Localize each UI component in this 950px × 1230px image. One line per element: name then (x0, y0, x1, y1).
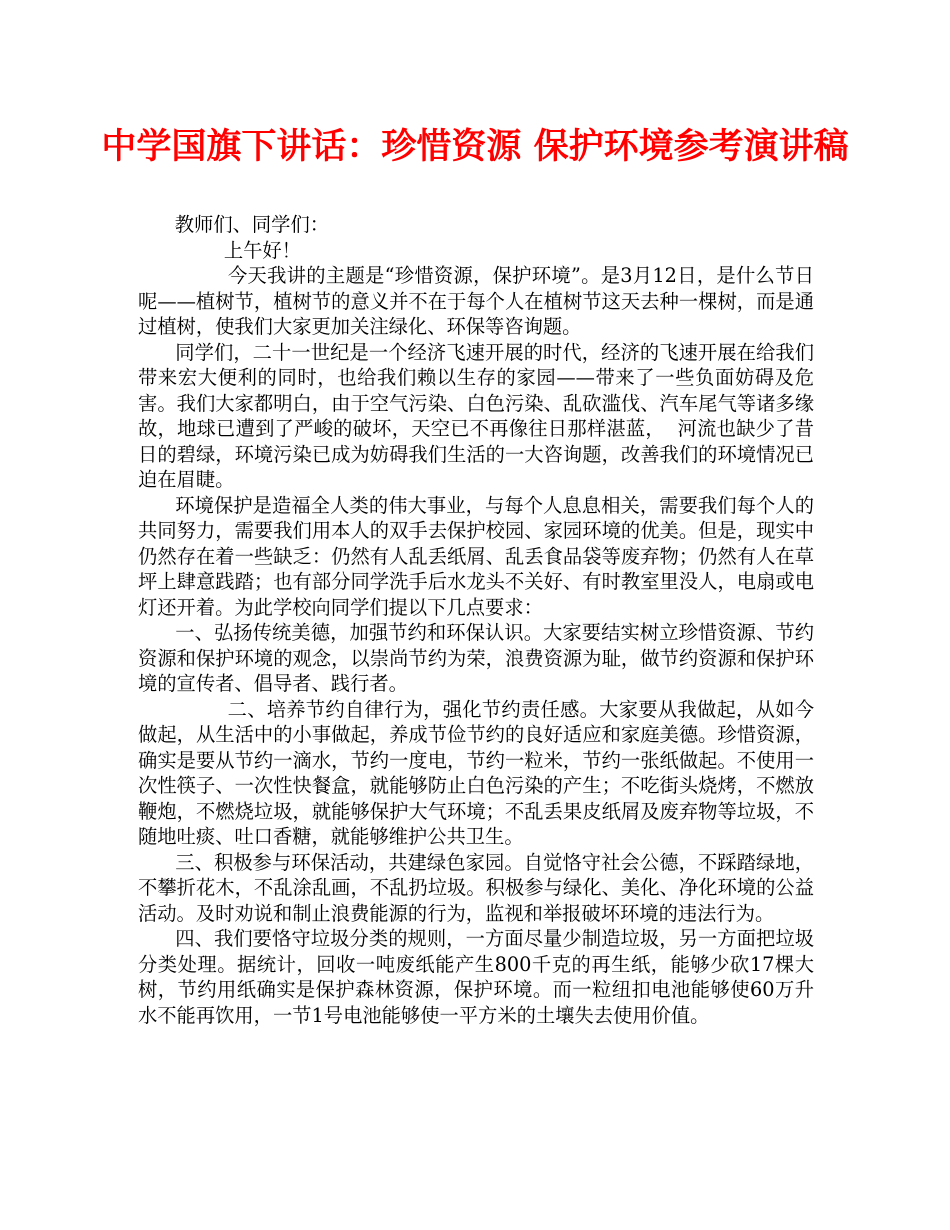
paragraph-good-morning: 上午好！ (138, 238, 301, 262)
document-title: 中学国旗下讲话：珍惜资源 保护环境参考演讲稿 (101, 127, 849, 167)
paragraph-greeting: 教师们、同学们： (138, 213, 330, 236)
paragraph-point-two: 二、培养节约自律行为，强化节约责任感。大家要从我做起，从如今做起，从生活中的小事做起，养成节俭节约的良好适应和家庭美德。珍惜资源，确实是要从节约一滴水，节约一度电，节约一粒米，节约一张纸做起。不使用一次性筷子、一次性快餐盒，就能够防止白色污染的产生；不吃街头烧烤，不燃放鞭炮，不燃烧垃圾，就能够保护大气环境；不乱丢果皮纸屑及废弃物等垃圾，不随地吐痰、吐口香糖，就能够维护公共卫生。 (138, 697, 814, 848)
paragraph-point-three: 三、积极参与环保活动，共建绿色家园。自觉恪守社会公德，不踩踏绿地，不攀折花木，不乱涂乱画，不乱扔垃圾。积极参与绿化、美化、净化环境的公益活动。及时劝说和制止浪费能源的行为，监视和举报破坏环境的违法行为。 (138, 850, 815, 925)
paragraph-environment: 环境保护是造福全人类的伟大事业，与每个人息息相关，需要我们每个人的共同努力，需要我们用本人的双手去保护校园、家园环境的优美。但是，现实中仍然存在着一些缺乏：仍然有人乱丢纸屑、乱丢食品袋等废弃物；仍然有人在草坪上肆意践踏；也有部分同学洗手后水龙头不关好、有时教室里没人，电扇或电灯还开着。为此学校向同学们提以下几点要求： (138, 493, 815, 619)
paragraph-point-four: 四、我们要恪守垃圾分类的规则，一方面尽量少制造垃圾，另一方面把垃圾分类处理。据统计，回收一吨废纸能产生800千克的再生纸，能够少砍17棵大树，节约用纸确实是保护森林资源，保护环境。而一粒纽扣电池能够使60万升水不能再饮用，一节1号电池能够使一平方米的土壤失去使用价值。 (138, 927, 815, 1027)
paragraph-economy: 同学们，二十一世纪是一个经济飞速开展的时代，经济的飞速开展在给我们带来宏大便利的同时，也给我们赖以生存的家园——带来了一些负面妨碍及危害。我们大家都明白，由于空气污染、白色污染、乱砍滥伐、汽车尾气等诸多缘故，地球已遭到了严峻的破坏，天空已不再像往日那样湛蓝， 河流也缺少了昔日的碧绿，环境污染已成为妨碍我们生活的一大咨询题，改善我们的环境情况已迫在眉睫。 (138, 340, 815, 491)
paragraph-topic: 今天我讲的主题是“珍惜资源，保护环境”。是3月12日，是什么节日呢——植树节，植树节的意义并不在于每个人在植树节这天去种一棵树，而是通过植树，使我们大家更加关注绿化、环保等咨询题。 (138, 264, 814, 338)
paragraph-point-one: 一、弘扬传统美德，加强节约和环保认识。大家要结实树立珍惜资源、节约资源和保护环境的观念，以崇尚节约为荣，浪费资源为耻，做节约资源和保护环境的宣传者、倡导者、践行者。 (138, 621, 815, 695)
document-body (138, 212, 814, 1028)
